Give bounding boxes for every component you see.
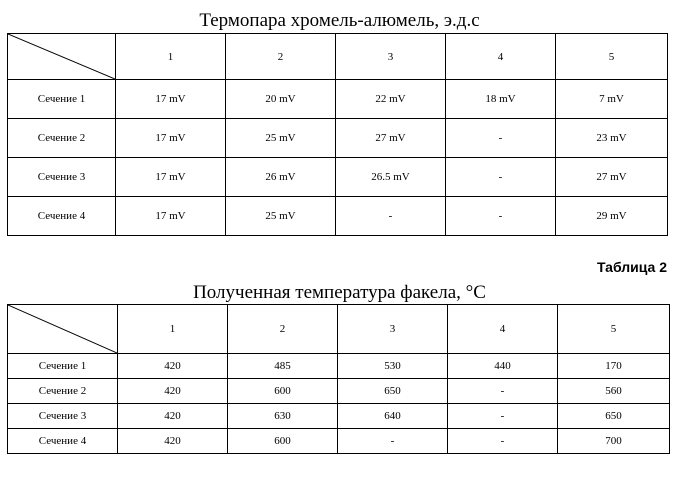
table-cell: -: [446, 158, 556, 197]
column-header: 4: [446, 34, 556, 80]
column-header: 1: [118, 305, 228, 354]
table2-title: Полученная температура факела, °С: [193, 282, 486, 303]
table-row: [8, 379, 670, 404]
table-row: [8, 354, 670, 379]
row-label: Сечение 1: [8, 354, 118, 379]
table-cell: 420: [118, 404, 228, 429]
column-header: 5: [556, 34, 668, 80]
column-header: 4: [448, 305, 558, 354]
column-header: 5: [558, 305, 670, 354]
table-cell: 22 mV: [336, 80, 446, 119]
table-cell: 440: [448, 354, 558, 379]
table-cell: 20 mV: [226, 80, 336, 119]
table-cell: -: [446, 119, 556, 158]
column-header: 3: [336, 34, 446, 80]
table-cell: 600: [228, 429, 338, 454]
table-cell: 640: [338, 404, 448, 429]
table-cell: 25 mV: [226, 197, 336, 236]
table-cell: 420: [118, 379, 228, 404]
table-cell: 23 mV: [556, 119, 668, 158]
row-label: Сечение 3: [8, 404, 118, 429]
table-cell: 530: [338, 354, 448, 379]
table-cell: 27 mV: [336, 119, 446, 158]
table-row: [8, 404, 670, 429]
row-label: Сечение 4: [8, 197, 116, 236]
table-cell: 485: [228, 354, 338, 379]
table-cell: -: [446, 197, 556, 236]
table-row: [8, 429, 670, 454]
table-cell: 700: [558, 429, 670, 454]
table-cell: -: [336, 197, 446, 236]
table-cell: 29 mV: [556, 197, 668, 236]
row-label: Сечение 1: [8, 80, 116, 119]
row-label: Сечение 3: [8, 158, 116, 197]
table-cell: 26 mV: [226, 158, 336, 197]
table-cell: 18 mV: [446, 80, 556, 119]
column-header: 2: [228, 305, 338, 354]
table-cell: 630: [228, 404, 338, 429]
table-cell: 600: [228, 379, 338, 404]
table-cell: 17 mV: [116, 197, 226, 236]
table-cell: 25 mV: [226, 119, 336, 158]
row-label: Сечение 4: [8, 429, 118, 454]
table-cell: 170: [558, 354, 670, 379]
table-header-row: [8, 305, 670, 354]
table-cell: 650: [558, 404, 670, 429]
column-header: 2: [226, 34, 336, 80]
table-cell: 17 mV: [116, 80, 226, 119]
row-label: Сечение 2: [8, 379, 118, 404]
table-cell: -: [448, 404, 558, 429]
column-header: 1: [116, 34, 226, 80]
table-cell: 7 mV: [556, 80, 668, 119]
table-row: [8, 119, 668, 158]
row-label: Сечение 2: [8, 119, 116, 158]
temperature-table: [7, 304, 670, 454]
table-cell: 26.5 mV: [336, 158, 446, 197]
column-header: 3: [338, 305, 448, 354]
table-cell: 27 mV: [556, 158, 668, 197]
table-cell: 420: [118, 354, 228, 379]
table-cell: 17 mV: [116, 119, 226, 158]
table1-title: Термопара хромель-алюмель, э.д.с: [199, 10, 480, 31]
table-cell: 560: [558, 379, 670, 404]
table-cell: 17 mV: [116, 158, 226, 197]
table-row: [8, 158, 668, 197]
table-cell: -: [338, 429, 448, 454]
diagonal-corner-cell: [8, 34, 116, 80]
emf-table: [7, 33, 668, 236]
table-cell: 420: [118, 429, 228, 454]
table-cell: -: [448, 429, 558, 454]
table-cell: -: [448, 379, 558, 404]
table-row: [8, 197, 668, 236]
table2-caption: Таблица 2: [596, 259, 667, 275]
table-cell: 650: [338, 379, 448, 404]
table-row: [8, 80, 668, 119]
table-header-row: [8, 34, 668, 80]
diagonal-corner-cell: [8, 305, 118, 354]
